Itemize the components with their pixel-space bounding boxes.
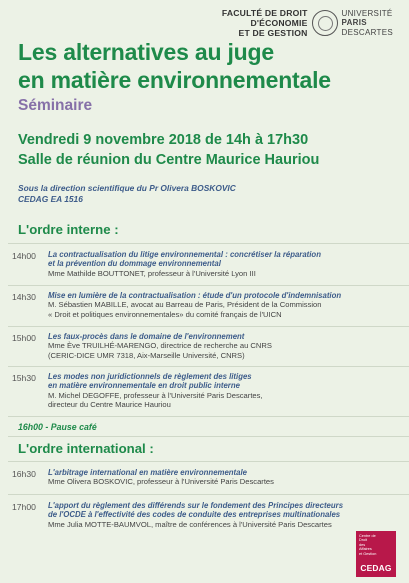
- faculty-name: [222, 8, 308, 38]
- divider: [8, 243, 409, 244]
- divider: [8, 436, 409, 437]
- program-speaker: directeur du Centre Maurice Hauriou: [48, 400, 171, 410]
- divider: [8, 461, 409, 462]
- program-topic: Mise en lumière de la contractualisation : étude d'un protocole d'indemnisation: [48, 291, 342, 300]
- program-topic: La contractualisation du litige environnemental : concrétiser la réparation: [48, 250, 321, 259]
- program-item: [12, 372, 402, 409]
- program-topic: et la prévention du dommage environnemental: [48, 259, 221, 269]
- program-speaker: Mme Mathilde BOUTTONET, professeur à l'Université Lyon III: [48, 268, 256, 278]
- section-internal-heading: L'ordre interne :: [18, 222, 119, 237]
- event-place: Salle de réunion du Centre Maurice Hauriou: [18, 152, 320, 168]
- divider: [8, 285, 409, 286]
- faculty-line-2: D'ÉCONOMIE: [250, 18, 308, 28]
- program-topic: Les faux-procès dans le domaine de l'environnement: [48, 332, 245, 341]
- program-time: 14h00: [12, 251, 36, 261]
- program-time: 14h30: [12, 292, 36, 302]
- program-time: 17h00: [12, 502, 36, 512]
- divider: [8, 494, 409, 495]
- cedag-small-line: et Gestion: [359, 551, 377, 556]
- faculty-line-3: ET DE GESTION: [238, 28, 308, 38]
- university-name: [342, 9, 393, 38]
- program-topic: L'apport du règlement des différends sur le fondement des Principes directeurs: [48, 501, 344, 510]
- university-seal-icon: [312, 10, 338, 36]
- coffee-break: 16h00 - Pause café: [18, 422, 97, 432]
- direction-line-1: Sous la direction scientifique du Pr Olivera BOSKOVIC: [18, 183, 236, 193]
- cedag-logo-small-text: [359, 534, 377, 556]
- faculty-line-1: FACULTÉ DE DROIT: [221, 8, 308, 18]
- program-item: [12, 332, 402, 360]
- subtitle: Séminaire: [18, 97, 93, 114]
- divider: [8, 366, 409, 367]
- program-item: [12, 501, 402, 529]
- university-line-2: PARIS: [341, 18, 367, 28]
- program-item: [12, 468, 402, 487]
- event-date: Vendredi 9 novembre 2018 de 14h à 17h30: [18, 132, 309, 148]
- program-item: [12, 250, 402, 278]
- program-time: 16h30: [12, 469, 36, 479]
- program-topic: Les modes non juridictionnels de règlement des litiges: [48, 372, 252, 381]
- program-speaker: (CERIC-DICE UMR 7318, Aix-Marseille Université, CNRS): [48, 350, 245, 360]
- program-topic: de l'OCDE à l'effectivité des codes de conduite des entreprises multinationales: [48, 510, 341, 520]
- university-line-1: UNIVERSITÉ: [341, 8, 393, 18]
- title-line-2: en matière environnementale: [18, 67, 331, 93]
- program-speaker: Mme Ève TRUILHÉ-MARENGO, directrice de recherche au CNRS: [48, 341, 272, 351]
- program-speaker: Mme Julia MOTTE-BAUMVOL, maître de conférences à l'Université Paris Descartes: [48, 519, 332, 529]
- program-time: 15h30: [12, 373, 36, 383]
- program-time: 15h00: [12, 333, 36, 343]
- scientific-direction: [18, 183, 398, 204]
- divider: [8, 326, 409, 327]
- program-speaker: Mme Olivera BOSKOVIC, professeur à l'Université Paris Descartes: [48, 477, 274, 487]
- divider: [8, 416, 409, 417]
- event-date-place: [18, 130, 403, 170]
- program-speaker: « Droit et politiques environnementales» du comité français de l'UICN: [48, 309, 282, 319]
- cedag-logo-name: CEDAG: [360, 563, 392, 573]
- section-international-heading: L'ordre international :: [18, 441, 154, 456]
- cedag-small-line: Centre de Droit: [359, 534, 376, 543]
- program-topic: L'arbitrage international en matière environnementale: [48, 468, 247, 477]
- direction-line-2: CEDAG EA 1516: [18, 193, 83, 204]
- title-line-1: Les alternatives au juge: [18, 39, 274, 65]
- program-item: [12, 291, 402, 319]
- program-speaker: M. Sébastien MABILLE, avocat au Barreau de Paris, Président de la Commission: [48, 300, 322, 310]
- cedag-small-line: des Affaires: [359, 542, 372, 552]
- faculty-logo: [222, 8, 393, 38]
- university-line-3: DESCARTES: [341, 27, 393, 37]
- program-speaker: M. Michel DEGOFFE, professeur à l'Université Paris Descartes,: [48, 390, 263, 400]
- cedag-logo: [356, 531, 396, 577]
- program-topic: en matière environnementale en droit public interne: [48, 381, 240, 391]
- page-title: [18, 38, 398, 94]
